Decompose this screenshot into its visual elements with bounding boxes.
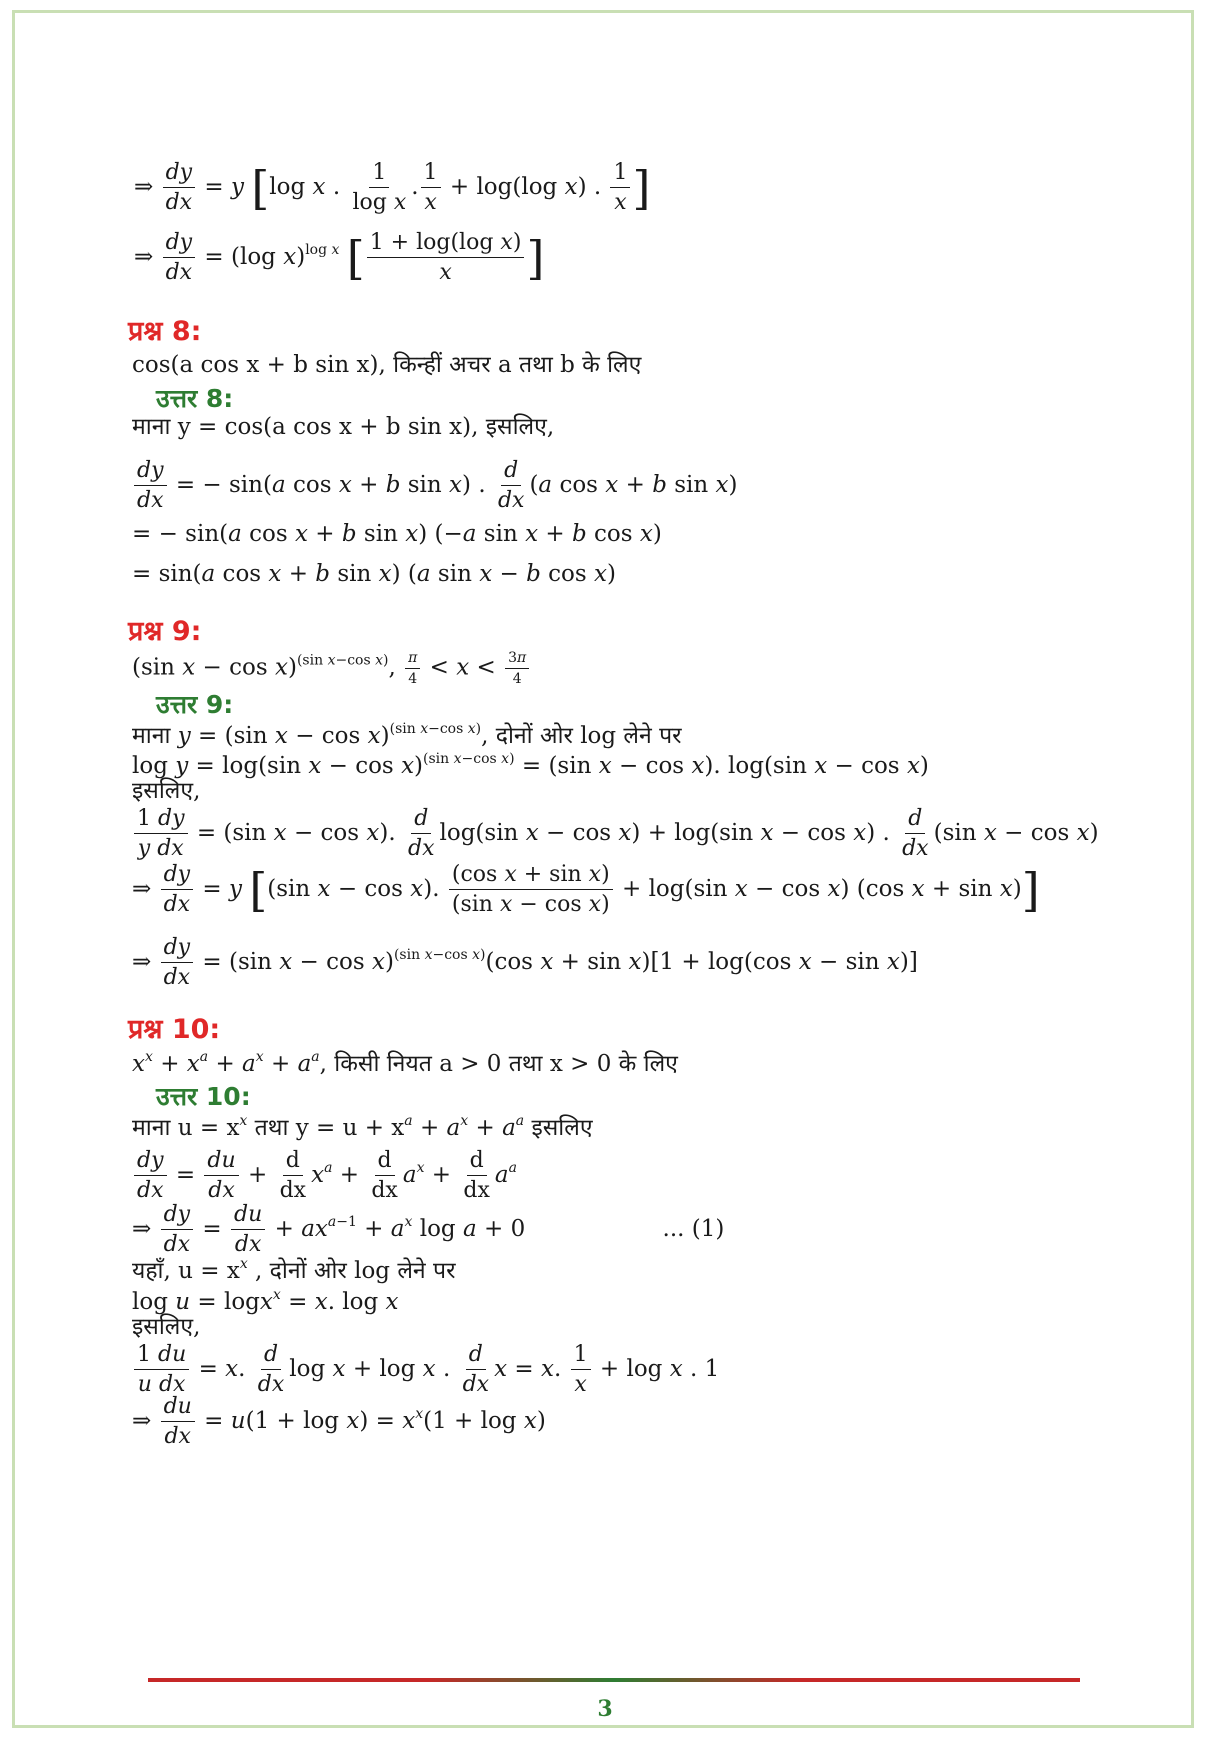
equation-line: ⇒ $\frac{du}{dx}$ = $u(1 + \log x) = x^x(1 + \log x)$	[132, 1394, 546, 1450]
equation-line: ⇒ $\frac{dy}{dx}$ = $\frac{du}{dx}$ + $ax^{a-1} + a^x$ log a + 0 ... (1)	[132, 1202, 725, 1258]
question-8-text: cos(a cos x + b sin x), किन्हीं अचर a तथा b के लिए	[132, 352, 642, 378]
page-number: 3	[597, 1696, 613, 1722]
equation-line: $\frac{1 dy}{\text{y dx}}$ = (sin x − cos x). $\frac{d}{dx}$ log(sin x − cos x) + log(sin x − cos x) . $\frac{d}{dx}$ (sin x − cos x)	[132, 806, 1099, 862]
question-10-text: $x^x + x^a + a^x + a^a$, किसी नियत a > 0 तथा x > 0 के लिए	[132, 1049, 678, 1077]
answer-10-here-b: , दोनों ओर log लेने पर	[247, 1258, 456, 1284]
answer-10-heading: उत्तर 10:	[156, 1082, 251, 1111]
equation-line: $\frac{1 du}{\text{u dx}}$ = x. $\frac{d}{dx}$ log x + log x . $\frac{d}{dx}$ x = x. $\frac{1}{x}$ + log x . 1	[132, 1342, 719, 1398]
equation-line: = − sin(a cos x + b sin x) (−a sin x + b cos x)	[132, 521, 662, 547]
equation-line: log u = logx$^x$ = x. log x	[132, 1287, 399, 1315]
equation-line: = sin(a cos x + b sin x) (a sin x − b cos x)	[132, 561, 616, 587]
question-10-text-suffix: , किसी नियत a > 0 तथा x > 0 के लिए	[319, 1051, 678, 1077]
equation-line: ⇒ $\frac{dy}{dx}$ = (log x)$^{log x}$ [ $\frac{\text{1 + log(log x)}}{x}$ ]	[134, 230, 545, 286]
answer-10-therefore: इसलिए,	[132, 1314, 201, 1340]
equation-line: ⇒ $\frac{dy}{dx}$ = y [(sin x − cos x). $\frac{\text{(cos x + sin x)}}{\text{(sin x − cos x)}}$ + log(sin x − cos x) (cos x + sin x)]	[132, 862, 1040, 918]
question-9-heading: प्रश्न 9:	[128, 616, 202, 647]
answer-10-let-c: इसलिए	[524, 1115, 593, 1141]
answer-9-log-text: , दोनों ओर log लेने पर	[481, 723, 682, 749]
question-8-heading: प्रश्न 8:	[128, 316, 202, 347]
answer-10-here: यहाँ, $u = x^x$ , दोनों ओर log लेने पर	[132, 1256, 456, 1284]
question-10-heading: प्रश्न 10:	[128, 1014, 221, 1045]
equation-line: ⇒ $\frac{dy}{dx}$ = (sin x − cos x)$^{(sin x-cos x)}$(cos x + sin x)[1 + log(cos x − sin x)]	[132, 935, 918, 991]
footer-divider	[148, 1678, 1080, 1682]
question-9-text: (sin x − cos x)$^{(sin x-cos x)}$, $\frac{\pi}{4}$ < x < $\frac{3\pi}{4}$	[132, 650, 531, 687]
equation-line: log y = log(sin x − cos x)$^{(sin x-cos x)}$ = (sin x − cos x). log(sin x − cos x)	[132, 751, 929, 779]
answer-10-let-b: तथा y = u + x	[247, 1115, 405, 1141]
answer-10-here-a: यहाँ, u = x	[132, 1258, 240, 1284]
answer-10-let: माना $u = x^x$ तथा $y = u + x^a + a^x + a^a$ इसलिए	[132, 1113, 593, 1141]
answer-10-let-a: माना u = x	[132, 1115, 240, 1141]
equation-reference: ... (1)	[662, 1215, 725, 1242]
answer-9-let: माना y = (sin x − cos x)$^{(sin x-cos x)}$, दोनों ओर log लेने पर	[132, 721, 682, 749]
equation-line: $\frac{dy}{dx}$ = − sin(a cos x + b sin x) . $\frac{d}{dx}$ (a cos x + b sin x)	[132, 458, 738, 514]
equation-line: $\frac{dy}{dx}$ = $\frac{du}{dx}$ + $\frac{d}{dx}$ $x^a$ + $\frac{d}{dx}$ $a^x$ + $\frac{d}{dx}$ $a^a$	[132, 1148, 517, 1204]
answer-9-therefore: इसलिए,	[132, 778, 201, 804]
answer-8-let: माना y = cos(a cos x + b sin x), इसलिए,	[132, 414, 555, 440]
equation-line: ⇒ $\frac{dy}{dx}$ = y [log x . $\frac{1}{\text{log x}}$ . $\frac{1}{x}$ + log(log x) . $\frac{1}{x}$ ]	[134, 160, 651, 216]
answer-8-heading: उत्तर 8:	[156, 384, 234, 413]
answer-9-heading: उत्तर 9:	[156, 690, 234, 719]
